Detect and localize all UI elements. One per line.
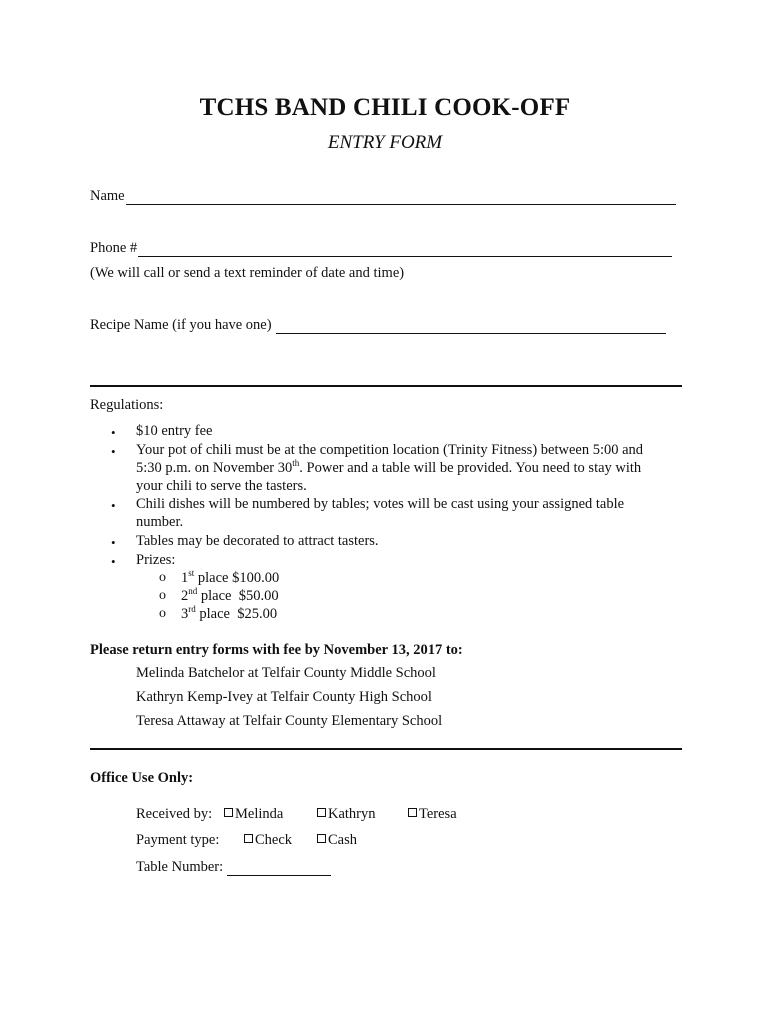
office-heading: Office Use Only: <box>90 770 194 786</box>
payment-label: Payment type: <box>136 832 220 848</box>
regulation-pot-line1: Your pot of chili must be at the competition location (Trinity Fitness) between 5:00 and <box>136 442 644 458</box>
circle-bullet-icon: o <box>159 570 166 585</box>
payment-option-cash[interactable]: Cash <box>317 832 357 849</box>
regulation-fee: $10 entry fee <box>136 423 213 439</box>
regulation-pot-line2: 5:30 p.m. on November 30th. Power and a table will be provided. You need to stay with <box>136 458 642 476</box>
bullet-icon: • <box>111 554 116 569</box>
bullet-icon: • <box>111 444 116 459</box>
checkbox-icon[interactable] <box>244 834 253 843</box>
phone-note: (We will call or send a text reminder of date and time) <box>90 265 405 281</box>
regulation-prizes: Prizes: <box>136 552 176 568</box>
return-heading: Please return entry forms with fee by November 13, 2017 to: <box>90 642 463 658</box>
phone-input-line[interactable] <box>138 243 672 257</box>
received-option-kathryn[interactable]: Kathryn <box>317 806 376 823</box>
section-divider <box>90 748 682 750</box>
bullet-icon: • <box>111 425 116 440</box>
recipe-label: Recipe Name (if you have one) <box>90 317 272 333</box>
received-option-teresa[interactable]: Teresa <box>408 806 457 823</box>
circle-bullet-icon: o <box>159 606 166 621</box>
table-number-input-line[interactable] <box>227 862 331 876</box>
circle-bullet-icon: o <box>159 588 166 603</box>
received-option-melinda[interactable]: Melinda <box>224 806 283 823</box>
regulations-heading: Regulations: <box>90 397 164 413</box>
recipe-field[interactable] <box>90 317 666 334</box>
regulation-dishes-line1: Chili dishes will be numbered by tables; votes will be cast using your assigned table <box>136 496 625 512</box>
checkbox-icon[interactable] <box>317 834 326 843</box>
table-number-label: Table Number: <box>136 859 224 875</box>
name-field[interactable] <box>90 188 676 205</box>
prize-second: 2nd place $50.00 <box>181 586 279 604</box>
bullet-icon: • <box>111 535 116 550</box>
checkbox-icon[interactable] <box>317 808 326 817</box>
name-label: Name <box>90 188 125 204</box>
received-label: Received by: <box>136 806 213 822</box>
page-title: TCHS BAND CHILI COOK-OFF <box>199 94 571 121</box>
phone-label: Phone # <box>90 240 138 256</box>
page-subtitle: ENTRY FORM <box>327 132 443 153</box>
contact-teresa: Teresa Attaway at Telfair County Elementary School <box>136 713 443 729</box>
regulation-tables: Tables may be decorated to attract tasters. <box>136 533 379 549</box>
checkbox-icon[interactable] <box>224 808 233 817</box>
payment-option-check[interactable]: Check <box>244 832 292 849</box>
recipe-input-line[interactable] <box>276 320 666 334</box>
checkbox-icon[interactable] <box>408 808 417 817</box>
name-input-line[interactable] <box>126 191 676 205</box>
regulation-pot-line3: your chili to serve the tasters. <box>136 478 307 494</box>
bullet-icon: • <box>111 498 116 513</box>
prize-first: 1st place $100.00 <box>181 568 280 586</box>
section-divider <box>90 385 682 387</box>
table-number-field[interactable] <box>136 859 331 876</box>
contact-melinda: Melinda Batchelor at Telfair County Middle School <box>136 665 436 681</box>
regulation-dishes-line2: number. <box>136 514 184 530</box>
contact-kathryn: Kathryn Kemp-Ivey at Telfair County High School <box>136 689 432 705</box>
prize-third: 3rd place $25.00 <box>181 604 278 622</box>
phone-field[interactable] <box>90 240 672 257</box>
